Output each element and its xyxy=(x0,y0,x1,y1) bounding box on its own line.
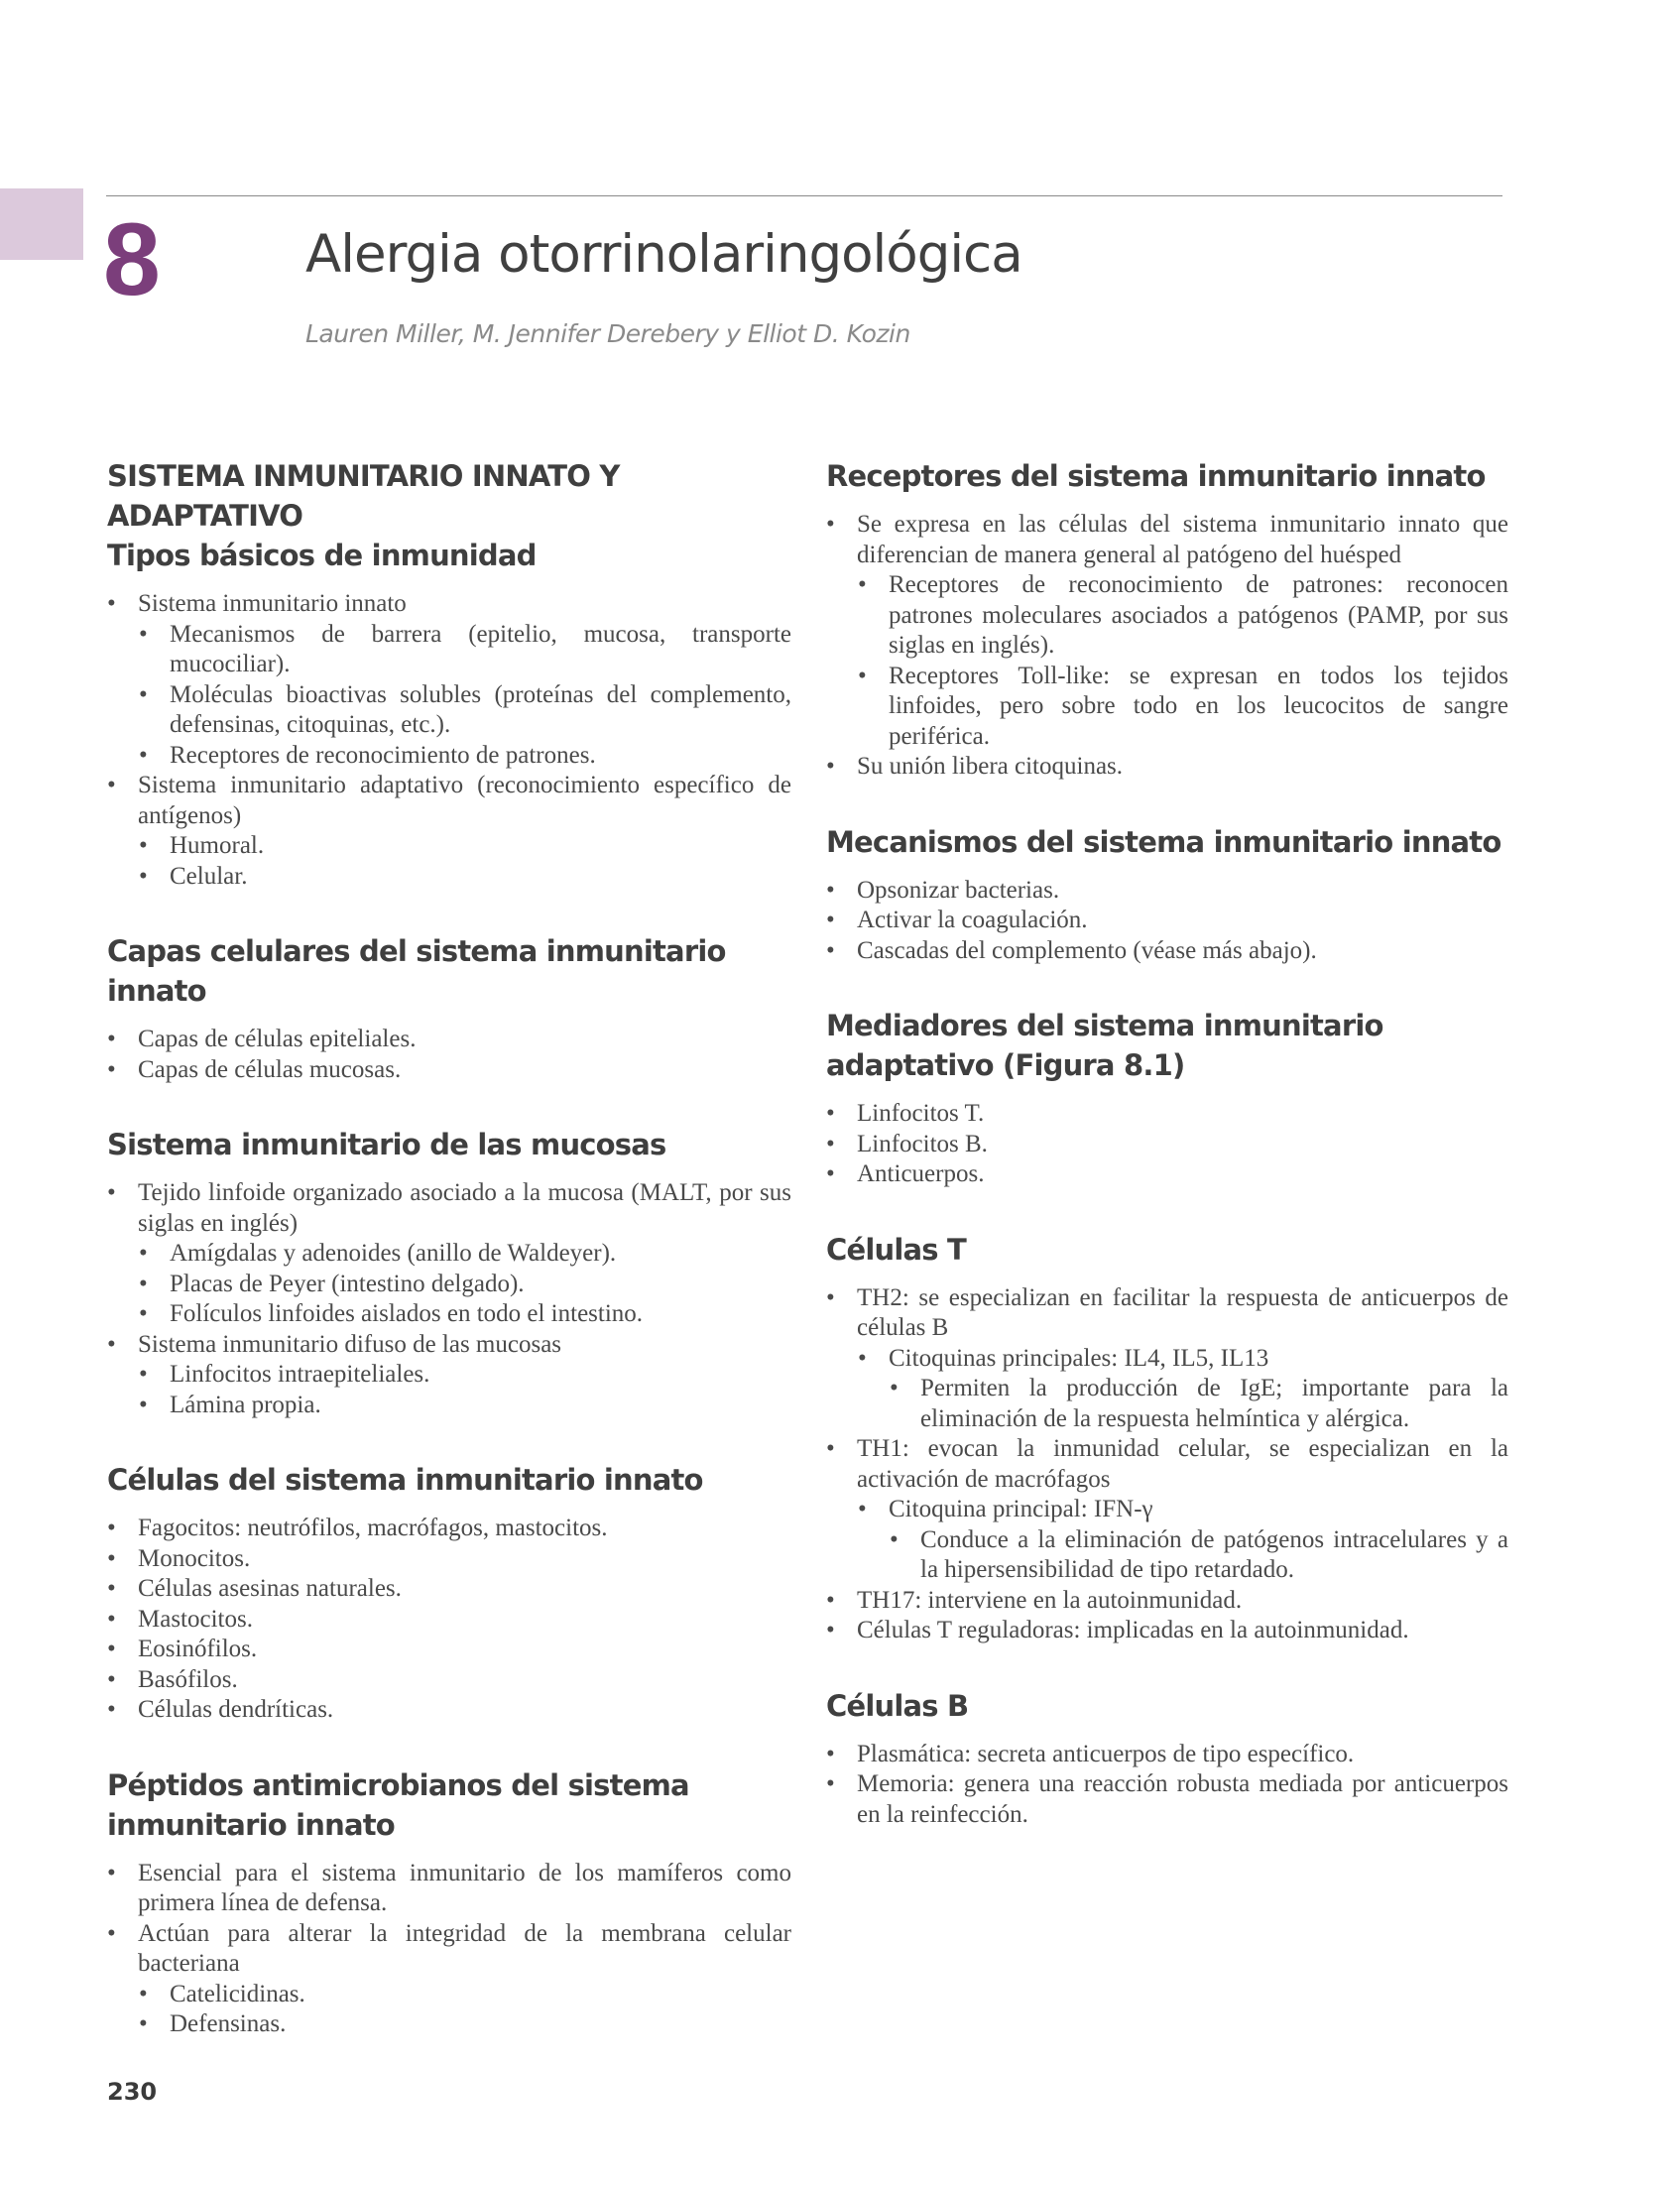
list-item: • Sistema inmunitario adaptativo (reconocimiento específico de antígenos) xyxy=(107,771,791,831)
list-item: • Humoral. xyxy=(107,831,791,862)
list-item: • Receptores de reconocimiento de patrones. xyxy=(107,741,791,772)
list-item: • Receptores Toll-like: se expresan en todos los tejidos linfoides, pero sobre todo en los leucocitos de sangre periférica. xyxy=(826,662,1508,753)
bullet-list xyxy=(107,1514,791,1726)
section-subheading: Tipos básicos de inmunidad xyxy=(107,539,537,572)
left-column xyxy=(107,456,791,2080)
list-item: • Mecanismos de barrera (epitelio, mucosa, transporte mucociliar). xyxy=(107,620,791,680)
list-item: • Plasmática: secreta anticuerpos de tipo específico. xyxy=(826,1740,1508,1770)
chapter-title: Alergia otorrinolaringológica xyxy=(305,224,1022,285)
list-item: • Células T reguladoras: implicadas en la autoinmunidad. xyxy=(826,1616,1508,1646)
section xyxy=(826,1686,1508,1831)
section-heading: Mediadores del sistema inmunitario adaptativo (Figura 8.1) xyxy=(826,1009,1383,1082)
bullet-list xyxy=(107,589,791,892)
list-item: • TH1: evocan la inmunidad celular, se especializan en la activación de macrófagos xyxy=(826,1434,1508,1495)
list-item: • Capas de células epiteliales. xyxy=(107,1025,791,1055)
bullet-list xyxy=(107,1025,791,1085)
list-item: • Amígdalas y adenoides (anillo de Waldeyer). xyxy=(107,1239,791,1270)
bullet-list xyxy=(107,1859,791,2040)
section xyxy=(826,1006,1508,1190)
list-item: • Moléculas bioactivas solubles (proteínas del complemento, defensinas, citoquinas, etc.). xyxy=(107,680,791,741)
list-item: • Citoquinas principales: IL4, IL5, IL13 xyxy=(826,1344,1508,1375)
section xyxy=(107,1125,791,1420)
list-item: • TH17: interviene en la autoinmunidad. xyxy=(826,1586,1508,1617)
list-item: • Sistema inmunitario innato xyxy=(107,589,791,620)
list-item: • Cascadas del complemento (véase más abajo). xyxy=(826,936,1508,967)
list-item: • Mastocitos. xyxy=(107,1605,791,1636)
list-item: • Células asesinas naturales. xyxy=(107,1574,791,1605)
list-item: • Memoria: genera una reacción robusta mediada por anticuerpos en la reinfección. xyxy=(826,1769,1508,1830)
chapter-authors: Lauren Miller, M. Jennifer Derebery y Elliot D. Kozin xyxy=(305,319,910,348)
page-number: 230 xyxy=(107,2078,158,2106)
section xyxy=(826,456,1508,783)
section-heading: Péptidos antimicrobianos del sistema inmunitario innato xyxy=(107,1767,689,1842)
list-item: • Esencial para el sistema inmunitario de los mamíferos como primera línea de defensa. xyxy=(107,1859,791,1919)
list-item: • Lámina propia. xyxy=(107,1391,791,1421)
list-item: • Se expresa en las células del sistema inmunitario innato que diferencian de manera general al patógeno del huésped xyxy=(826,510,1508,570)
list-item: • Sistema inmunitario difuso de las mucosas xyxy=(107,1330,791,1361)
list-item: • Folículos linfoides aislados en todo el intestino. xyxy=(107,1299,791,1330)
bullet-list xyxy=(826,1283,1508,1646)
list-item: • Celular. xyxy=(107,862,791,893)
section-heading: SISTEMA INMUNITARIO INNATO Y ADAPTATIVO xyxy=(107,459,620,533)
list-item: • Catelicidinas. xyxy=(107,1980,791,2010)
bullet-list xyxy=(826,1740,1508,1831)
list-item: • Linfocitos T. xyxy=(826,1099,1508,1130)
list-item: • Defensinas. xyxy=(107,2009,791,2040)
list-item: • Capas de células mucosas. xyxy=(107,1055,791,1086)
list-item: • Monocitos. xyxy=(107,1544,791,1575)
list-item: • Permiten la producción de IgE; importante para la eliminación de la respuesta helmíntica y alérgica. xyxy=(826,1374,1508,1434)
bullet-list xyxy=(826,510,1508,783)
list-item: • Placas de Peyer (intestino delgado). xyxy=(107,1270,791,1300)
section xyxy=(826,1230,1508,1646)
chapter-number: 8 xyxy=(103,202,161,317)
list-item: • Linfocitos intraepiteliales. xyxy=(107,1360,791,1391)
list-item: • Eosinófilos. xyxy=(107,1635,791,1665)
section-heading: Sistema inmunitario de las mucosas xyxy=(107,1128,666,1161)
section-heading: Células T xyxy=(826,1232,966,1267)
section-heading: Capas celulares del sistema inmunitario innato xyxy=(107,934,726,1008)
list-item: • Su unión libera citoquinas. xyxy=(826,752,1508,783)
list-item: • Linfocitos B. xyxy=(826,1130,1508,1160)
list-item: • Receptores de reconocimiento de patrones: reconocen patrones moleculares asociados a patógenos (PAMP, por sus siglas en inglés). xyxy=(826,570,1508,662)
section xyxy=(107,931,791,1085)
section-heading: Mecanismos del sistema inmunitario innato xyxy=(826,824,1501,859)
section-heading: Receptores del sistema inmunitario innato xyxy=(826,459,1486,493)
header-rule xyxy=(106,195,1502,196)
section-heading: Células del sistema inmunitario innato xyxy=(107,1463,703,1497)
bullet-list xyxy=(826,876,1508,967)
list-item: • Actúan para alterar la integridad de la membrana celular bacteriana xyxy=(107,1919,791,1980)
list-item: • Citoquina principal: IFN-γ xyxy=(826,1495,1508,1525)
bullet-list xyxy=(107,1178,791,1420)
right-column xyxy=(826,456,1508,1870)
section xyxy=(107,456,791,892)
list-item: • Activar la coagulación. xyxy=(826,906,1508,936)
bullet-list xyxy=(826,1099,1508,1190)
list-item: • Conduce a la eliminación de patógenos intracelulares y a la hipersensibilidad de tipo retardado. xyxy=(826,1525,1508,1586)
list-item: • Basófilos. xyxy=(107,1665,791,1696)
chapter-tab-marker xyxy=(0,188,83,260)
list-item: • Fagocitos: neutrófilos, macrófagos, mastocitos. xyxy=(107,1514,791,1544)
list-item: • Opsonizar bacterias. xyxy=(826,876,1508,907)
section xyxy=(107,1460,791,1726)
section xyxy=(107,1765,791,2040)
section xyxy=(826,822,1508,967)
list-item: • Anticuerpos. xyxy=(826,1159,1508,1190)
list-item: • TH2: se especializan en facilitar la respuesta de anticuerpos de células B xyxy=(826,1283,1508,1344)
list-item: • Tejido linfoide organizado asociado a la mucosa (MALT, por sus siglas en inglés) xyxy=(107,1178,791,1239)
section-heading: Células B xyxy=(826,1688,969,1723)
list-item: • Células dendríticas. xyxy=(107,1695,791,1726)
